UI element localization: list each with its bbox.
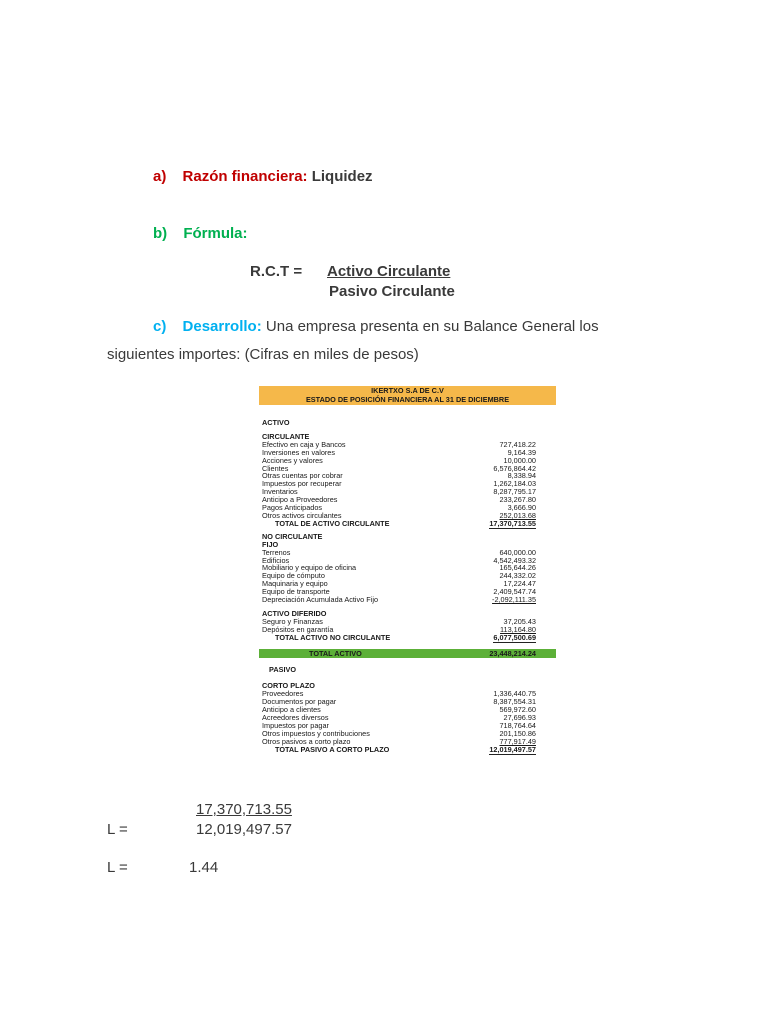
total-value: 12,019,497.57 — [489, 744, 536, 754]
row-label: Equipo de transporte — [262, 587, 330, 597]
row-value: 10,000.00 — [503, 455, 536, 465]
corto-plazo-rows — [259, 690, 556, 745]
row-value: 113,164.80 — [500, 624, 536, 634]
row-value: 9,164.39 — [507, 447, 536, 457]
row-value: 718,764.64 — [499, 720, 536, 730]
row-value: 37,205.43 — [503, 616, 536, 626]
section-circulante: CIRCULANTE — [262, 431, 310, 441]
row-value: 165,644.26 — [499, 563, 536, 573]
item-a-label: Razón financiera: — [182, 168, 308, 185]
total-value: 6,077,500.69 — [493, 632, 536, 642]
section-no-circulante: NO CIRCULANTE — [262, 531, 323, 541]
item-b-letter: b) — [153, 225, 168, 242]
row-label: Otros impuestos y contribuciones — [262, 728, 370, 738]
item-c-label: Desarrollo: — [182, 318, 262, 335]
formula-lhs: R.C.T = — [250, 263, 303, 280]
row-value: 233,267.80 — [499, 495, 536, 505]
row-label: Mobiliario y equipo de oficina — [262, 563, 357, 573]
row-label: Depósitos en garantía — [262, 624, 334, 634]
row-value: 777,917.49 — [499, 736, 536, 746]
row-value: 201,150.86 — [499, 728, 536, 738]
row-value: 1,336,440.75 — [493, 689, 536, 699]
balance-sheet-header — [259, 386, 556, 405]
row-value: 8,287,795.17 — [493, 487, 536, 497]
item-c-text-line2: siguientes importes: (Cifras en miles de pesos) — [107, 346, 419, 363]
row-value: 17,224.47 — [503, 579, 536, 589]
row-label: Otros pasivos a corto plazo — [262, 736, 351, 746]
calc-l-label: L = — [107, 821, 128, 838]
company-name: IKERTXO S.A DE C.V — [371, 386, 444, 395]
circulante-rows — [259, 441, 556, 520]
item-a — [153, 168, 373, 185]
section-fijo: FIJO — [262, 539, 279, 549]
total-activo-circulante — [259, 520, 556, 529]
statement-title: ESTADO DE POSICIÓN FINANCIERA AL 31 DE DICIEMBRE — [305, 394, 510, 404]
row-label: Anticipo a clientes — [262, 705, 321, 715]
row-label: Inversiones en valores — [262, 447, 336, 457]
item-c — [153, 318, 599, 335]
row-label: Edificios — [262, 555, 290, 565]
row-value: 2,409,547.74 — [493, 587, 536, 597]
row-value: 3,666.90 — [507, 503, 536, 513]
row-label: Otros activos circulantes — [262, 510, 342, 520]
row-value: 252,013.68 — [499, 510, 536, 520]
row-label: Acreedores diversos — [262, 713, 329, 722]
item-b — [153, 225, 248, 242]
diferido-rows — [259, 618, 556, 634]
row-label: Impuestos por recuperar — [262, 479, 342, 489]
row-label: Proveedores — [262, 689, 304, 699]
calc-result-label: L = — [107, 859, 128, 876]
calc-result: 1.44 — [189, 859, 219, 876]
row-value: 727,418.22 — [499, 439, 536, 449]
row-label: Seguro y Finanzas — [262, 616, 323, 626]
row-value: 4,542,493.32 — [493, 555, 536, 565]
row-label: Terrenos — [262, 547, 291, 557]
row-value: 569,972.60 — [499, 705, 536, 715]
row-label: Documentos por pagar — [262, 697, 337, 707]
formula-numerator: Activo Circulante — [327, 263, 451, 280]
row-value: 8,387,554.31 — [493, 697, 536, 707]
row-value: -2,092,111.35 — [492, 595, 536, 605]
total-activo-no-circulante — [259, 634, 556, 643]
row-label: Maquinaria y equipo — [262, 579, 328, 589]
formula-denominator: Pasivo Circulante — [329, 283, 455, 300]
row-value: 640,000.00 — [499, 547, 536, 557]
item-b-label: Fórmula: — [183, 225, 248, 242]
section-corto-plazo: CORTO PLAZO — [262, 681, 315, 691]
row-label: Depreciación Acumulada Activo Fijo — [262, 595, 378, 605]
row-label: Anticipo a Proveedores — [262, 495, 338, 505]
section-pasivo: PASIVO — [269, 665, 297, 675]
row-label: Clientes — [262, 463, 289, 473]
balance-sheet — [259, 386, 556, 776]
total-label: TOTAL DE ACTIVO CIRCULANTE — [275, 518, 390, 528]
fijo-rows — [259, 549, 556, 604]
row-label: Acciones y valores — [262, 455, 323, 465]
row-value: 6,576,864.42 — [493, 463, 536, 473]
calc-denominator: 12,019,497.57 — [196, 821, 292, 838]
row-value: 1,262,184.03 — [493, 479, 536, 489]
section-diferido: ACTIVO DIFERIDO — [262, 608, 327, 618]
calc-numerator: 17,370,713.55 — [196, 801, 292, 818]
row-label: Otras cuentas por cobrar — [262, 471, 343, 481]
row-value: 27,696.93 — [503, 713, 536, 722]
section-activo: ACTIVO — [262, 418, 290, 427]
row-value: 244,332.02 — [499, 571, 536, 581]
total-activo-label: TOTAL ACTIVO — [309, 648, 362, 658]
row-label: Inventarios — [262, 487, 298, 497]
sheet-row — [259, 596, 556, 604]
total-pasivo-corto-plazo — [259, 746, 556, 755]
row-label: Equipo de cómputo — [262, 571, 325, 581]
total-label: TOTAL ACTIVO NO CIRCULANTE — [275, 632, 391, 642]
total-activo — [259, 649, 556, 659]
item-c-text-line1: Una empresa presenta en su Balance General los — [265, 318, 599, 335]
row-label: Impuestos por pagar — [262, 720, 329, 730]
row-label: Efectivo en caja y Bancos — [262, 439, 346, 449]
total-activo-value: 23,448,214.24 — [489, 648, 536, 658]
item-c-letter: c) — [153, 318, 167, 335]
total-value: 17,370,713.55 — [489, 518, 536, 528]
row-value: 8,338.94 — [507, 471, 536, 481]
item-a-letter: a) — [153, 168, 167, 185]
row-label: Pagos Anticipados — [262, 503, 323, 513]
total-label: TOTAL PASIVO A CORTO PLAZO — [275, 744, 390, 754]
item-a-value: Liquidez — [311, 168, 373, 185]
